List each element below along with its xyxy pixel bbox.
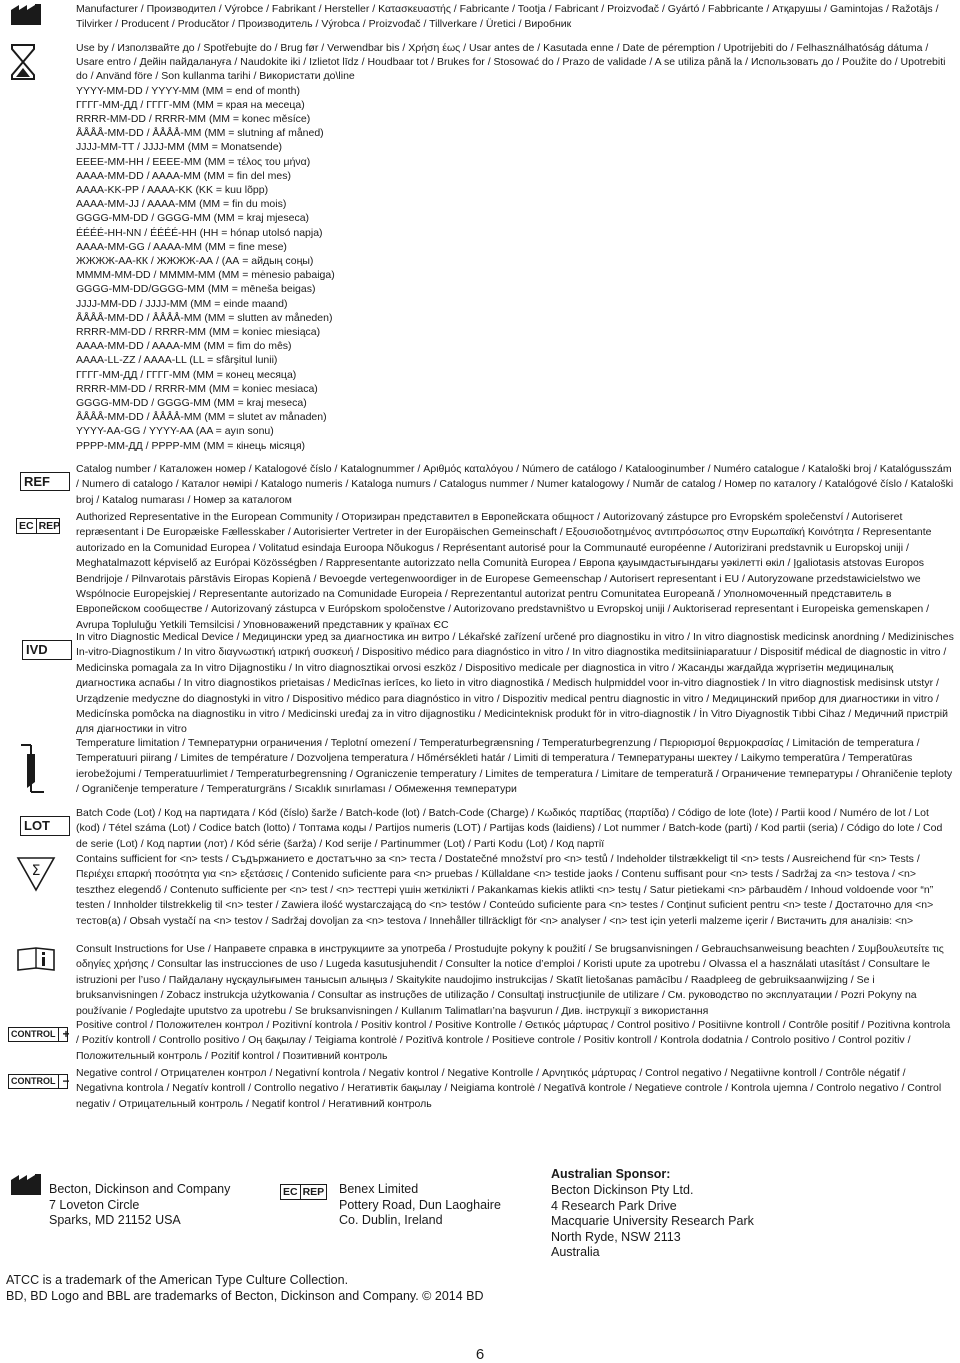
catalog-number-text: Catalog number / Каталожен номер / Katalogové číslo / Katalognummer / Αριθμός καταλόγου / Número de catálogo / Katalooginumber / Numéro catalogue / Kataloški broj / Katalógusszám / Numero di catalogo / Каталог нөмірі / Katalogo numeris / Kataloga numurs / Catalogus nummer / Numer katalogowy / Număr de catalog / Номер по каталогу / Katalógové číslo / Kataloški broj / Katalog numarası / Номер за каталогом — [76, 463, 954, 506]
lot-symbol: LOT — [20, 816, 70, 836]
thermometer-icon — [18, 742, 68, 800]
manufacturer-text: Manufacturer / Производител / Výrobce / Fabrikant / Hersteller / Κατασκευαστής / Fabricante / Tootja / Fabricant / Proizvođač / Gyártó / Fabbricante / Атқарушы / Gamintojas / Ražotājs / Tilvirker / Producent / Producător / Производитель / Výrobca / Proizvođač / Tillverkare / Üretici / Виробник — [76, 3, 939, 31]
ec-rep-symbol: EC REP — [16, 518, 60, 534]
negative-control-symbol: CONTROL − — [8, 1074, 68, 1089]
ec-rep-address: Benex Limited Pottery Road, Dun Laoghaire Co. Dublin, Ireland — [339, 1182, 501, 1227]
trademark-atcc: ATCC is a trademark of the American Type Culture Collection. — [6, 1273, 349, 1287]
sufficient-tests-text: Contains sufficient for <n> tests / Съдържанието е достатъчно за <n> теста / Dostatečné množství pro <n> testů / Indeholder tilstrækkeligt til <n> tests / Ausreichend für <n> Tests / Περιέχει επαρκή ποσότητα για <n> εξετάσεις / Contenido suficiente para <n> pruebas / Küllaldane <n> testide jaoks / Contenu suffisant pour <n> tests / Sadržaj za <n> testova / <n> teszthez elegendő / Contenuto sufficiente per <n> test / <n> тесттері үшін жеткілікті / Pakankamas kiekis atlikti <n> testų / Satur pietiekami <n> pārbaudēm / Inhoud voldoende voor “n” testen / Innholder tilstrekkelig til <n> tester / Zawiera ilość wystarczającą do <n> testów / Conteúdo suficiente para <n> testes / Conţinut suficient pentru <n> teste / Достаточно для <n> тестов(а) / Obsah vystačí na <n> testov / Sadržaj dovoljan za <n> testova / Innehåller tillräckligt för <n> analyser / <n> test için yeterli malzeme içerir / Вистачить для аналізів: <n> — [76, 853, 934, 927]
trademark-bd: BD, BD Logo and BBL are trademarks of Becton, Dickinson and Company. © 2014 BD — [6, 1289, 484, 1303]
consult-ifu-text: Consult Instructions for Use / Направете справка в инструкциите за употреба / Prostudujte pokyny k použití / Se brugsanvisningen / Gebrauchsanweisung beachten / Συμβουλευτείτε τις οδηγίες χρήσης / Consultar las instrucciones de uso / Lugeda kasutusjuhendit / Consulter la notice d’emploi / Koristi upute za upotrebu / Olvassa el a használati utasítást / Consultare le istruzioni per l’uso / Пайдалану нұсқаулығымен танысып алыңыз / Skaitykite naudojimo instrukcijas / Skatīt lietošanas pamācību / Raadpleeg de gebruiksaanwijzing / Se i bruksanvisningen / Zobacz instrukcja użytkowania / Consultar as instruções de utilização / Consultaţi instrucţiunile de utilizare / См. руководство по эксплуатации / Pozri Pokyny na používanie / Pogledajte uputstvo za upotrebu / Se bruksanvisningen / Kullanım Talimatları’na başvurun / Див. інструкції з використання — [76, 943, 944, 1017]
hourglass-icon — [10, 44, 60, 80]
negative-control-text: Negative control / Отрицателен контрол / Negativní kontrola / Negativ kontrol / Negative Kontrolle / Αρνητικός μάρτυρας / Control negativo / Negatiivne kontroll / Contrôle négatif / Negativna kontrola / Negatív kontroll / Controllo negativo / Негативтік бақылау / Neigiama kontrolė / Negatīvā kontrole / Negatieve controle / Kontrola ujemna / Controlo negativo / Control negativ / Отрицательный контроль / Negatif kontrol / Негативний контроль — [76, 1067, 942, 1110]
temperature-text: Temperature limitation / Температурни ограничения / Teplotní omezení / Temperaturbegrænsning / Temperaturbegrenzung / Περιορισμοί θερμοκρασίας / Limitación de temperatura / Temperatuuri piirang / Limites de température / Dozvoljena temperatura / Hőmérsékleti határ / Limiti di temperatura / Температураны шектеу / Laikymo temperatūra / Temperatūras ierobežojumi / Temperatuurlimiet / Temperaturbegrensning / Ograniczenie temperatury / Limites de temperatura / Limitare de temperatură / Ограничение температуры / Ohraničenie teploty / Ograničenje temperature / Temperaturgräns / Sıcaklık sınırlaması / Обмеження температури — [76, 737, 953, 796]
book-info-icon — [16, 946, 66, 972]
ivd-text: In vitro Diagnostic Medical Device / Медицински уред за диагностика ин витро / Lékařské zařízení určené pro diagnostiku in vitro / In vitro diagnostisk medicinsk anordning / Medizinisches In-vitro-Diagnostikum / In vitro διαγνωστική ιατρική συσκευή / Dispositivo médico para diagnóstico in vitro / In vitro diagnostika meditsiiniaparatuur / Dispositif médical de diagnostic in vitro / Medicinska pomagala za In vitro Dijagnostiku / In vitro diagnosztikai orvosi eszköz / Dispositivo medicale per diagnostica in vitro / Жасанды жағдайда жүргізетін медициналық диагностика аспабы / In vitro diagnostikos prietaisas / Medicīnas ierīces, ko lieto in vitro diagnostikā / Medisch hulpmiddel voor in-vitro diagnostiek / In vitro diagnostisk medisinsk utstyr / Urządzenie medyczne do diagnostyki in vitro / Dispositivo médico para diagnóstico in vitro / Dispozitiv medical pentru diagnostic in vitro / Медицинский прибор для диагностики in vitro / Medicínska pomôcka na diagnostiku in vitro / Medicinski uređaj za in vitro dijagnostiku / Medicinteknisk produkt för in vitro-diagnostik / İn Vitro Diyagnostik Tıbbi Cihaz / Медичний пристрій для діагностики in vitro — [76, 631, 954, 736]
use-by-text: Use by / Използвайте до / Spotřebujte do / Brug før / Verwendbar bis / Χρήση έως / Usar antes de / Kasutada enne / Date de péremption / Upotrijebiti do / Felhasználhatóság dátuma / Usare entro / Дейін пайдалануға / Naudokite iki / Izlietot līdz / Houdbaar tot / Brukes for / Stosować do / Prazo de validade / A se utiliza până la / Использовать до / Použite do / Upotrebiti do / Använd före / Son kullanma tarihi / Використати до\line YYYY-MM-DD / YYYY-MM (MM = end of month) ГГГГ-ММ-ДД / ГГГГ-ММ (ММ = края на месеца) RRRR-MM-DD / RRRR-MM (MM = konec měsíce) ÅÅÅÅ-MM-DD / ÅÅÅÅ-MM (MM = slutning af måned) JJJJ-MM-TT / JJJJ-MM (MM = Monatsende) ΕΕΕΕ-ΜΜ-ΗΗ / ΕΕΕΕ-ΜΜ (ΜΜ = τέλος του μήνα) AAAA-MM-DD / AAAA-MM (MM = fin del mes) AAAA-KK-PP / AAAA-KK (KK = kuu lõpp) AAAA-MM-JJ / AAAA-MM (MM = fin du mois) GGGG-MM-DD / GGGG-MM (MM = kraj mjeseca) ÉÉÉÉ-HH-NN / ÉÉÉÉ-HH (HH = hónap utolsó napja) AAAA-MM-GG / AAAA-MM (MM = fine mese) ЖЖЖЖ-АА-КК / ЖЖЖЖ-АА / (АА = айдың соңы) MMMM-MM-DD / MMMM-MM (MM = mėnesio pabaiga) GGGG-MM-DD/GGGG-MM (MM = mēneša beigas) JJJJ-MM-DD / JJJJ-MM (MM = einde maand) ÅÅÅÅ-MM-DD / ÅÅÅÅ-MM (MM = slutten av måneden) RRRR-MM-DD / RRRR-MM (MM = koniec miesiąca) AAAA-MM-DD / AAAA-MM (MM = fim do mês) AAAA-LL-ZZ / AAAA-LL (LL = sfârşitul lunii) ГГГГ-ММ-ДД / ГГГГ-ММ (ММ = конец месяца) RRRR-MM-DD / RRRR-MM (MM = koniec mesiaca) GGGG-MM-DD / GGGG-MM (MM = kraj meseca) ÅÅÅÅ-MM-DD / ÅÅÅÅ-MM (MM = slutet av månaden) YYYY-AA-GG / YYYY-AA (AA = ayın sonu) РРРР-ММ-ДД / РРРР-ММ (ММ = кінець місяця) — [76, 42, 946, 452]
positive-control-text: Positive control / Положителен контрол / Pozitivní kontrola / Positiv kontrol / Positive Kontrolle / Θετικός μάρτυρας / Control positivo / Positiivne kontroll / Contrôle positif / Pozitivna kontrola / Pozitív kontroll / Controllo positivo / Оң бақылау / Teigiama kontrolė / Pozitīvā kontrole / Positieve controle / Positiv kontroll / Kontrola dodatnia / Controlo positivo / Control pozitiv / Положительный контроль / Pozitif kontrol / Позитивний контроль — [76, 1019, 951, 1062]
ivd-symbol: IVD — [22, 640, 72, 660]
sigma-triangle-icon — [16, 856, 66, 892]
positive-control-symbol: CONTROL + — [8, 1027, 68, 1042]
manufacturer-icon — [10, 4, 60, 26]
footer-ec-rep-symbol: EC REP — [280, 1184, 327, 1200]
footer-manufacturer-icon — [10, 1174, 44, 1196]
sponsor-title: Australian Sponsor: — [551, 1167, 671, 1181]
lot-text: Batch Code (Lot) / Код на партидата / Kód (číslo) šarže / Batch-kode (lot) / Batch-Code (Charge) / Κωδικός παρτίδας (παρτίδα) / Código de lote (lote) / Partii kood / Numéro de lot / Lot (kod) / Tétel száma (Lot) / Codice batch (lotto) / Топтама коды / Partijos numeris (LOT) / Partijas kods (laidiens) / Lot nummer / Batch-kode (parti) / Kod partii (seria) / Código do lote / Cod de serie (Lot) / Код партии (лот) / Kód série (šarža) / Kod serije / Partinummer (Lot) / Parti Kodu (Lot) / Код партії — [76, 807, 943, 850]
page-number: 6 — [475, 1346, 485, 1363]
sponsor-address: Becton Dickinson Pty Ltd. 4 Research Park Drive Macquarie University Research Park North Ryde, NSW 2113 Australia — [551, 1183, 754, 1259]
manufacturer-address: Becton, Dickinson and Company 7 Loveton Circle Sparks, MD 21152 USA — [49, 1182, 231, 1227]
ref-symbol: REF — [20, 472, 70, 491]
svg-text:Σ: Σ — [31, 863, 41, 879]
authorized-rep-text: Authorized Representative in the European Community / Оторизиран представител в Европейската общност / Autorizovaný zástupce pro Evropském společenství / Autoriseret repræsentant i De Europæiske Fællesskaber / Autorisierter Vertreter in der Europäischen Gemeinschaft / Εξουσιοδοτημένος αντιπρόσωπος στην Ευρωπαϊκή Κοινότητα / Representante autorizado en la Comunidad Europea / Volitatud esindaja Euroopa Nõukogus / Représentant autorisé pour la Communauté européenne / Autorizirani predstavnik u Europskoj uniji / Meghatalmazott képviselő az Európai Közösségben / Rappresentante autorizzato nella Comunità Europea / Европа қауымдастығындағы уәкілетті өкіл / Įgaliotasis atstovas Europos Bendrijoje / Pilnvarotais pārstāvis Eiropas Kopienā / Bevoegde vertegenwoordiger in de Europese Gemeenschap / Autorisert representant i EU / Autoryzowane przedstawicielstwo we Wspólnocie Europejskiej / Representante autorizado na Comunidade Europeia / Reprezentantul autorizat pentru Comunitatea Europeană / Уполномоченный представитель в Европейском сообществе / Autorizovaný zástupca v Európskom spoločenstve / Autorizovano predstavništvo u Evropskoj uniji / Auktoriserad representant i Europeiska gemenskapen / Avrupa Topluluğu Yetkili Temsilcisi / Уповноважений представник у країнах ЄС — [76, 511, 932, 631]
